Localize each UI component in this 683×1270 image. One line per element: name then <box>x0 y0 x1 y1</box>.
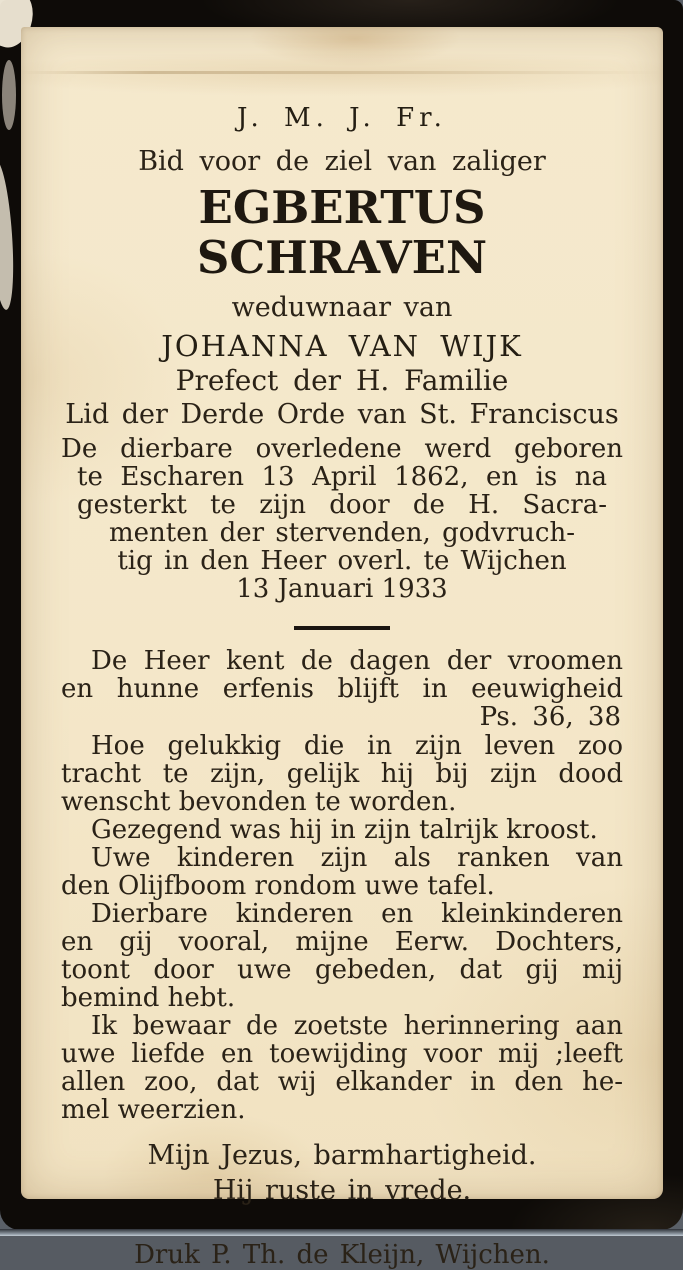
biography-line: tig in den Heer overl. te Wijchen <box>117 546 567 576</box>
printer-credit: Druk P. Th. de Kleijn, Wijchen. <box>134 1240 550 1270</box>
verse-line: Hoe gelukkig die in zijn leven zoo <box>91 731 623 761</box>
biography-line: gesterkt te zijn door de H. Sacra- <box>77 490 607 520</box>
psalm-line: en hunne erfenis blijft in eeuwigheid <box>61 674 623 704</box>
biography-line: te Escharen 13 April 1862, en is na <box>77 462 607 492</box>
psalm-reference: Ps. 36, 38 <box>479 702 621 732</box>
section-divider <box>294 626 390 630</box>
closing-line: Hij ruste in vrede. <box>212 1175 472 1206</box>
psalm-block <box>61 647 623 732</box>
verse-line: en gij vooral, mijne Eerw. Dochters, <box>61 927 623 957</box>
psalm-line: De Heer kent de dagen der vroomen <box>91 646 623 676</box>
verse-line: toont door uwe gebeden, dat gij mij <box>61 955 623 985</box>
biography-death-date: 13 Januari 1933 <box>236 574 448 604</box>
verse-line: bemind hebt. <box>61 983 236 1013</box>
scan-edge-strip <box>0 1229 683 1236</box>
verse-line: Uwe kinderen zijn als ranken van <box>91 843 623 873</box>
card-paper <box>21 27 663 1270</box>
verse-line: allen zoo, dat wij elkander in den he- <box>61 1067 623 1097</box>
verse-line: Ik bewaar de zoetste herinnering aan <box>91 1011 623 1041</box>
closing-prayers <box>61 1138 623 1208</box>
verse-line: mel weerzien. <box>61 1095 246 1125</box>
verse-line: Dierbare kinderen en kleinkinderen <box>91 899 623 929</box>
wear-mark <box>2 60 16 130</box>
closing-line: Mijn Jezus, barmhartigheid. <box>147 1140 537 1171</box>
verses-block <box>61 732 623 1124</box>
spouse-name: JOHANNA VAN WIJK <box>161 329 523 363</box>
relation-line: weduwnaar van <box>231 292 453 323</box>
prayer-intro: Bid voor de ziel van zaliger <box>138 146 546 177</box>
fold-crease <box>21 71 663 74</box>
verse-line: Gezegend was hij in zijn talrijk kroost. <box>91 815 598 845</box>
invocation-initials: J. M. J. Fr. <box>237 103 447 133</box>
verse-line: den Olijfboom rondom uwe tafel. <box>61 871 495 901</box>
title-third-order: Lid der Derde Orde van St. Franciscus <box>65 399 619 430</box>
biography-block <box>61 435 623 603</box>
biography-line: De dierbare overledene werd geboren <box>61 434 623 464</box>
biography-line: menten der stervenden, godvruch- <box>109 518 575 548</box>
title-prefect: Prefect der H. Familie <box>175 364 509 397</box>
verse-line: wenscht bevonden te worden. <box>61 787 457 817</box>
verse-line: tracht te zijn, gelijk hij bij zijn dood <box>61 759 623 789</box>
wear-mark <box>0 159 17 310</box>
deceased-name: EGBERTUS SCHRAVEN <box>196 181 488 284</box>
verse-line: uwe liefde en toewijding voor mij ;leeft <box>61 1039 623 1069</box>
